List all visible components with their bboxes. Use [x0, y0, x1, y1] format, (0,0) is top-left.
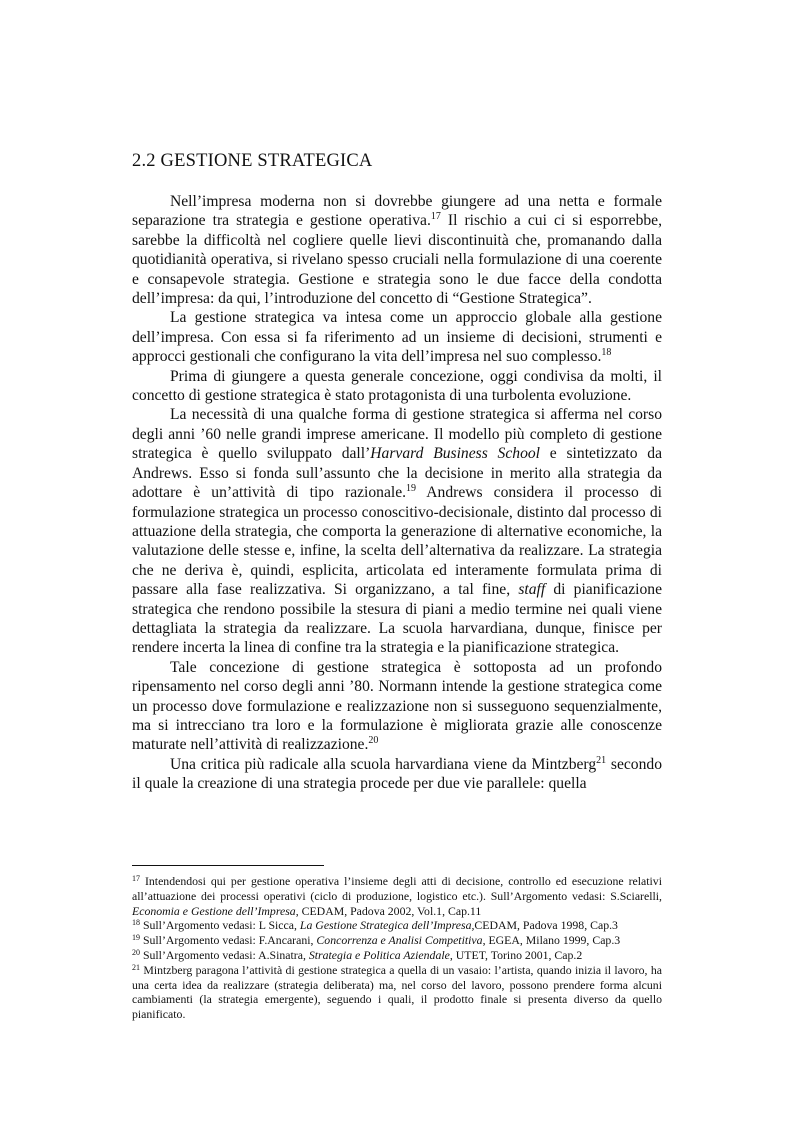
- paragraph-5: [132, 658, 662, 755]
- footnote-text: CEDAM, Padova 1998, Cap.3: [474, 918, 618, 933]
- paragraph-3: [132, 367, 662, 406]
- footnote-text: Sull’Argomento vedasi: A.Sinatra,: [140, 947, 309, 962]
- footnote-separator: [132, 865, 324, 866]
- footnote-text: , UTET, Torino 2001, Cap.2: [449, 947, 583, 962]
- footnote-number: 17: [132, 874, 140, 883]
- paragraph-6: [132, 755, 662, 794]
- paragraph-text: di pianificazione strategica che rendono possibile la stesura di piani a medio termine nei quali viene dettagliata la strategia da realizzare. La scuola harvardiana, dunque, finisce per rendere incerta la linea di confine tra la strategia e la pianificazione strategica.: [132, 581, 662, 657]
- paragraph-text: Tale concezione di gestione strategica è sottoposta ad un profondo ripensamento nel corso degli anni ’80. Normann intende la gestione strategica come un processo dove formulazione e realizzazione non si susseguono sequenzialmente, ma si intrecciano tra loro e la formulazione è migliorata grazie alle conoscenze maturate nell’attività di realizzazione.: [132, 658, 662, 754]
- footnote-21: [132, 963, 662, 1022]
- footnote-text: Sull’Argomento vedasi: L Sicca,: [140, 918, 300, 933]
- footnote-number: 18: [132, 918, 140, 928]
- footnote-17: [132, 874, 662, 918]
- footnote-ref-20: 20: [368, 735, 379, 747]
- paragraph-text: Prima di giungere a questa generale concezione, oggi condivisa da molti, il concetto di gestione strategica è stato protagonista di una turbolenta evoluzione.: [132, 367, 662, 405]
- paragraph-text: La necessità di una qualche forma di gestione strategica si afferma nel corso degli anni ’60 nelle grandi imprese americane. Il modello più completo di gestione strategica è quello sviluppato dall’: [132, 406, 662, 463]
- footnote-ref-21: 21: [596, 754, 607, 766]
- paragraph-text: e sintetizzato da Andrews. Esso si fonda sull’assunto che la decisione in merito alla strategia da adottare è un’attività di tipo razionale.: [132, 445, 662, 502]
- footnote-number: 21: [132, 962, 140, 972]
- footnote-title: La Gestione Strategica dell’Impresa,: [299, 918, 475, 933]
- section-heading: 2.2 GESTIONE STRATEGICA: [132, 151, 373, 171]
- paragraph-text: Andrews considera il processo di formulazione strategica un processo conoscitivo-decisionale, distinto dal processo di attuazione della strategia, che comporta la generazione di alternative economiche, la valutazione delle stesse e, infine, la scelta dell’alternativa da realizzare. La strategia che ne deriva è, quindi, esplicita, articolata ed interamente formulata prima di passare alla fase realizzativa. Si organizzano, a tal fine,: [132, 484, 662, 599]
- footnote-title: Concorrenza e Analisi Competitiva: [316, 933, 483, 948]
- footnote-ref-17: 17: [430, 211, 441, 223]
- italic-term: Harvard Business School: [370, 445, 541, 463]
- footnote-19: [132, 933, 662, 948]
- footnote-18: [132, 918, 662, 933]
- footnote-text: Sull’Argomento vedasi: F.Ancarani,: [140, 933, 317, 948]
- footnote-text: , CEDAM, Padova 2002, Vol.1, Cap.11: [295, 903, 482, 918]
- footnote-text: , EGEA, Milano 1999, Cap.3: [482, 933, 621, 948]
- paragraph-text: La gestione strategica va intesa come un approccio globale alla gestione dell’impresa. Con essa si fa riferimento ad un insieme di decisioni, strumenti e approcci gestionali che configurano la vita dell’impresa nel suo complesso.: [132, 309, 662, 366]
- footnote-20: [132, 948, 662, 963]
- footnote-text: Intendendosi qui per gestione operativa l’insieme degli atti di decisione, controllo ed esecuzione relativi all’attuazione dei processi operativi (ciclo di produzione, logistico etc.). Sull’Argomento vedasi: S.Sciarelli,: [132, 874, 662, 903]
- paragraph-4: [132, 405, 662, 657]
- paragraph-2: [132, 308, 662, 366]
- body-text: [132, 192, 662, 794]
- paragraph-1: [132, 192, 662, 308]
- footnote-number: 20: [132, 947, 140, 957]
- footnote-ref-19: 19: [406, 483, 417, 495]
- paragraph-text: Nell’impresa moderna non si dovrebbe giungere ad una netta e formale separazione tra strategia e gestione operativa.: [132, 193, 662, 230]
- paragraph-text: secondo il quale la creazione di una strategia procede per due vie parallele: quella: [132, 755, 662, 793]
- footnote-title: Economia e Gestione dell’Impresa: [132, 903, 296, 918]
- paragraph-text: Il rischio a cui ci si esporrebbe, sarebbe la difficoltà nel cogliere quelle lievi discontinuità che, promanando dalla quotidianità operativa, si rivelano spesso cruciali nella formulazione di una coerente e consapevole strategia. Gestione e strategia sono le due facce della condotta dell’impresa: da qui, l’introduzione del concetto di “Gestione Strategica”.: [132, 212, 662, 308]
- footnote-ref-18: 18: [601, 347, 612, 359]
- italic-term: staff: [518, 581, 546, 599]
- footnote-number: 19: [132, 933, 140, 943]
- paragraph-text: Una critica più radicale alla scuola harvardiana viene da Mintzberg: [170, 755, 597, 773]
- footnote-title: Strategia e Politica Aziendale: [308, 947, 450, 962]
- footnote-text: Mintzberg paragona l’attività di gestione strategica a quella di un vasaio: l’artista, quando inizia il lavoro, ha una certa idea da realizzare (strategia deliberata) ma, nel corso del lavoro, possono prendere forma alcuni cambiamenti (la strategia emergente), seguendo i quali, il prodotto finale si presenta diverso da quello pianificato.: [132, 962, 662, 1022]
- footnotes: [132, 874, 662, 1022]
